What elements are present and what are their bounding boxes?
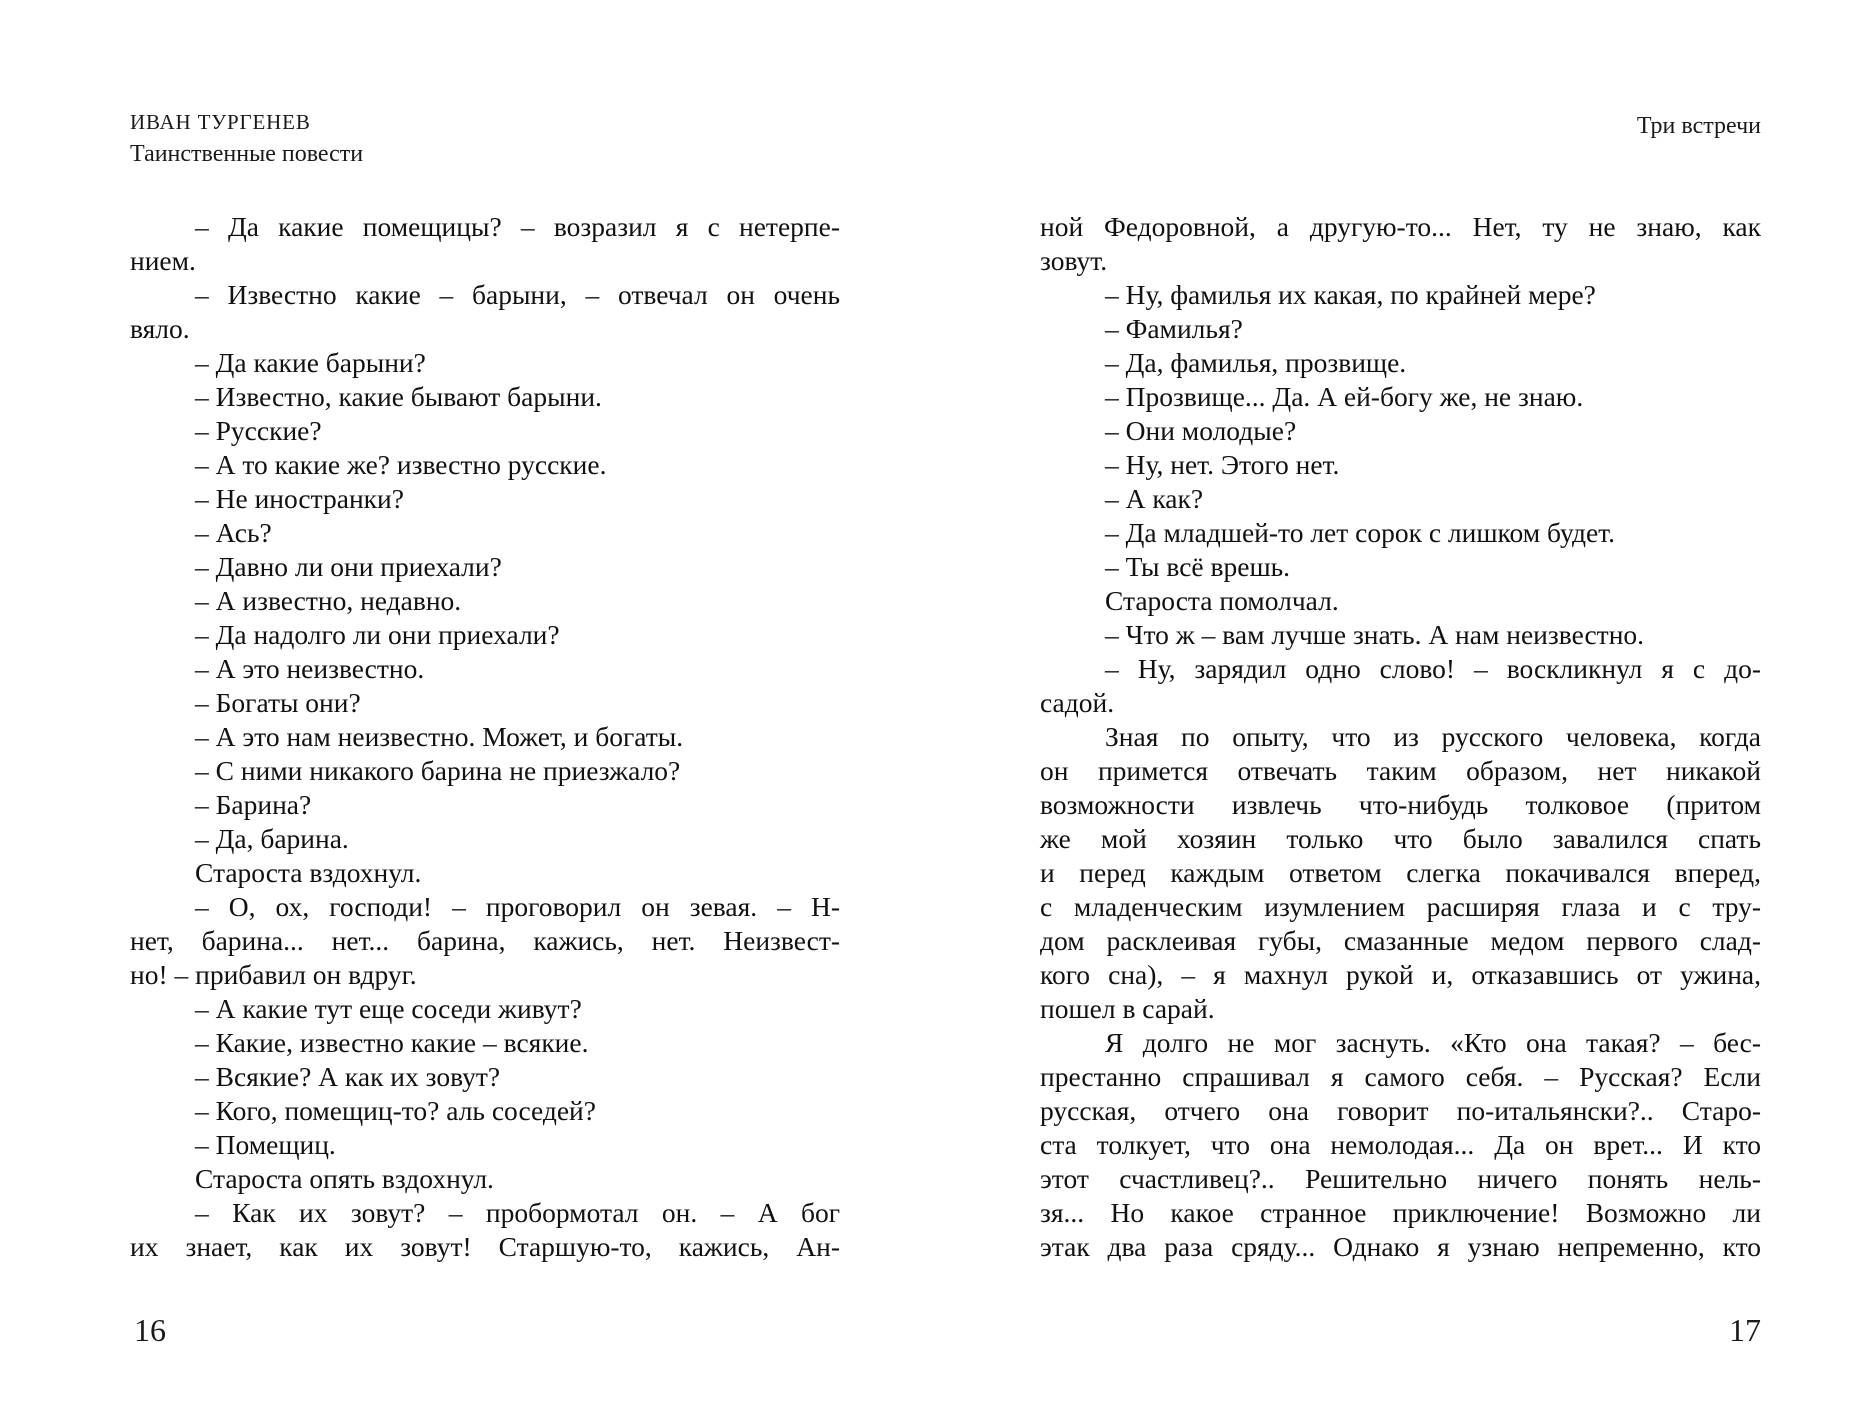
text-line: – Ну, фамилья их какая, по крайней мере? bbox=[1105, 279, 1596, 310]
text-line: ной Федоровной, а другую-то... Нет, ту не знаю, как bbox=[1040, 211, 1761, 242]
text-line: – Фамилья? bbox=[1105, 313, 1243, 344]
text-line: он примется отвечать таким образом, нет никакой bbox=[1040, 755, 1761, 786]
text-line: – С ними никакого барина не приезжало? bbox=[195, 755, 681, 786]
text-line: – Богаты они? bbox=[195, 687, 361, 718]
text-line: – Да какие барыни? bbox=[195, 347, 426, 378]
text-line: Я долго не мог заснуть. «Кто она такая? – бес- bbox=[1105, 1027, 1761, 1058]
text-line: нет, барина... нет... барина, кажись, нет. Неизвест- bbox=[130, 925, 840, 956]
text-line: но! – прибавил он вдруг. bbox=[130, 959, 417, 990]
text-line: – А то какие же? известно русские. bbox=[195, 449, 607, 480]
text-line: садой. bbox=[1040, 687, 1115, 718]
text-line: же мой хозяин только что было завалился спать bbox=[1040, 823, 1761, 854]
text-line: – Известно, какие бывают барыни. bbox=[195, 381, 602, 412]
text-line: русская, отчего она говорит по-итальянски?.. Старо- bbox=[1040, 1095, 1761, 1126]
right-page bbox=[930, 0, 1861, 1422]
text-line: – Известно какие – барыни, – отвечал он очень bbox=[195, 279, 840, 310]
right-running-head bbox=[1637, 108, 1761, 140]
text-line: – А как? bbox=[1105, 483, 1204, 514]
text-line: – Прозвище... Да. А ей-богу же, не знаю. bbox=[1105, 381, 1584, 412]
right-page-number: 17 bbox=[1729, 1312, 1761, 1348]
author-name: ИВАН ТУРГЕНЕВ bbox=[130, 110, 311, 134]
right-page-text bbox=[1040, 210, 1761, 1264]
text-line: Зная по опыту, что из русского человека, когда bbox=[1105, 721, 1761, 752]
text-line: кого сна), – я махнул рукой и, отказавшись от ужина, bbox=[1040, 959, 1761, 990]
text-line: этак два раза сряду... Однако я узнаю непременно, кто bbox=[1040, 1231, 1761, 1262]
text-line: возможности извлечь что-нибудь толковое (притом bbox=[1040, 789, 1761, 820]
text-line: нием. bbox=[130, 245, 196, 276]
text-line: – Да какие помещицы? – возразил я с нетерпе- bbox=[195, 211, 840, 242]
text-line: – Что ж – вам лучше знать. А нам неизвестно. bbox=[1105, 619, 1645, 650]
text-line: – Помещиц. bbox=[195, 1129, 336, 1160]
text-line: – Ну, нет. Этого нет. bbox=[1105, 449, 1340, 480]
text-line: – Да младшей-то лет сорок с лишком будет. bbox=[1105, 517, 1615, 548]
text-line: и перед каждым ответом слегка покачивался вперед, bbox=[1040, 857, 1761, 888]
text-line: их знает, как их зовут! Старшую-то, кажись, Ан- bbox=[130, 1231, 840, 1262]
text-line: – Давно ли они приехали? bbox=[195, 551, 502, 582]
text-line: – Какие, известно какие – всякие. bbox=[195, 1027, 589, 1058]
text-line: этот счастливец?.. Решительно ничего понять нель- bbox=[1040, 1163, 1761, 1194]
text-line: Староста вздохнул. bbox=[195, 857, 422, 888]
text-line: зовут. bbox=[1040, 245, 1108, 276]
text-line: – Всякие? А как их зовут? bbox=[195, 1061, 501, 1092]
text-line: Староста помолчал. bbox=[1105, 585, 1339, 616]
text-line: дом расклеивая губы, смазанные медом первого слад- bbox=[1040, 925, 1761, 956]
left-page-number: 16 bbox=[134, 1312, 166, 1348]
text-line: – А известно, недавно. bbox=[195, 585, 462, 616]
left-page-text bbox=[130, 210, 840, 1264]
text-line: – Барина? bbox=[195, 789, 312, 820]
text-line: престанно спрашивал я самого себя. – Русская? Если bbox=[1040, 1061, 1761, 1092]
text-line: – Да надолго ли они приехали? bbox=[195, 619, 560, 650]
text-line: ста толкует, что она немолодая... Да он врет... И кто bbox=[1040, 1129, 1761, 1160]
text-line: – А это неизвестно. bbox=[195, 653, 425, 684]
text-line: – Да, барина. bbox=[195, 823, 349, 854]
text-line: Староста опять вздохнул. bbox=[195, 1163, 494, 1194]
text-line: – Да, фамилья, прозвище. bbox=[1105, 347, 1407, 378]
text-line: – А это нам неизвестно. Может, и богаты. bbox=[195, 721, 684, 752]
story-title: Три встречи bbox=[1636, 113, 1761, 139]
left-page bbox=[0, 0, 930, 1422]
text-line: с младенческим изумлением расширяя глаза и с тру- bbox=[1040, 891, 1761, 922]
text-line: – Ась? bbox=[195, 517, 272, 548]
text-line: – О, ох, господи! – проговорил он зевая. – Н- bbox=[195, 891, 840, 922]
text-line: – А какие тут еще соседи живут? bbox=[195, 993, 582, 1024]
text-line: пошел в сарай. bbox=[1040, 993, 1215, 1024]
text-line: зя... Но какое странное приключение! Возможно ли bbox=[1040, 1197, 1761, 1228]
book-title: Таинственные повести bbox=[130, 141, 364, 167]
text-line: вяло. bbox=[130, 313, 190, 344]
text-line: – Они молодые? bbox=[1105, 415, 1297, 446]
left-running-head bbox=[130, 108, 363, 168]
text-line: – Ну, зарядил одно слово! – воскликнул я с до- bbox=[1105, 653, 1761, 684]
text-line: – Кого, помещиц-то? аль соседей? bbox=[195, 1095, 596, 1126]
text-line: – Не иностранки? bbox=[195, 483, 404, 514]
text-line: – Русские? bbox=[195, 415, 322, 446]
text-line: – Ты всё врешь. bbox=[1105, 551, 1291, 582]
text-line: – Как их зовут? – пробормотал он. – А бог bbox=[195, 1197, 840, 1228]
